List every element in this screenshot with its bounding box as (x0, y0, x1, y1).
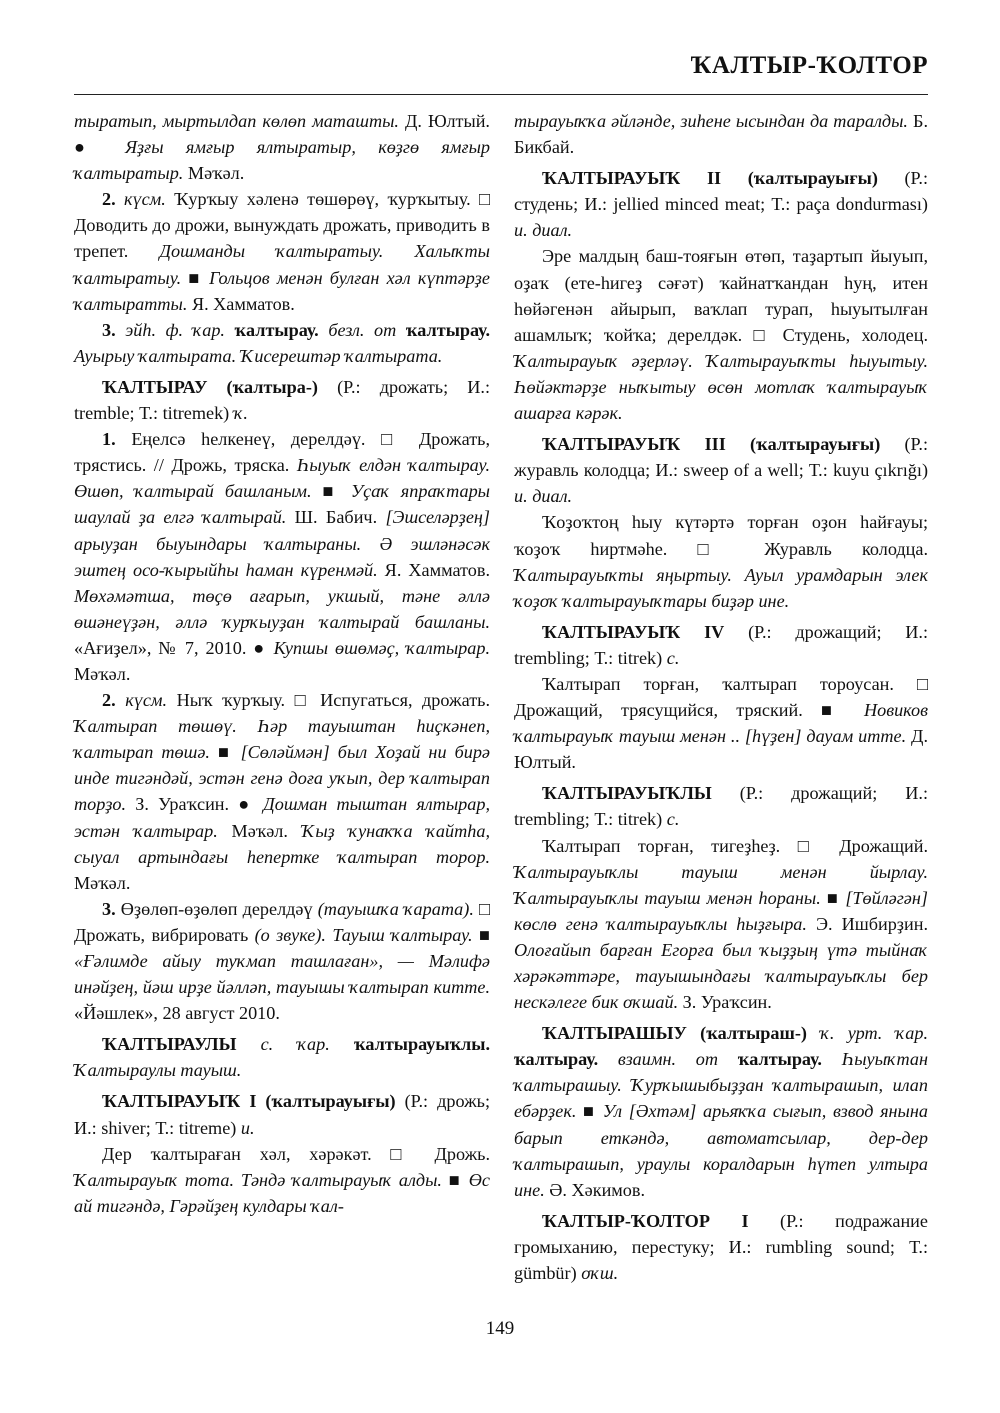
entry-paragraph (514, 108, 928, 160)
plain-text: (Р.: дрожать; И.: tremble; Т.: titremek) (74, 376, 490, 424)
headword-text: ҠАЛТЫРАУЛЫ (102, 1034, 237, 1055)
plain-text: Мәҡәл. (74, 663, 131, 684)
entry-paragraph (74, 896, 490, 1026)
plain-text: ■ (576, 1101, 603, 1122)
headword-text: 3. (102, 319, 126, 340)
plain-text: ■ (472, 924, 490, 945)
italic-text: с. (666, 809, 680, 830)
dictionary-entry (514, 431, 928, 509)
italic-text: күсм. (123, 189, 166, 210)
italic-text: с. (666, 647, 680, 668)
dictionary-entry (514, 1208, 928, 1286)
italic-text: Яҙғы ямғыр ялтыратыр, көҙгө ямғыр ҡалтыратыр. (74, 137, 490, 184)
headword-text: 1. (102, 429, 132, 450)
italic-text: ҡ. (233, 403, 248, 424)
plain-text: Дер ҡалтыраған хәл, хәрәкәт. □ Дрожь. (102, 1143, 490, 1164)
plain-text: «Йәшлек», 28 август 2010. (74, 1003, 280, 1024)
italic-text: Гольцов менән булған хәл күптәрҙе ҡалтыратты. (74, 267, 490, 314)
italic-text: тыратып, мыртылдап көлөп маташты. (74, 111, 399, 131)
headword-text: ҡалтырау. (224, 319, 319, 340)
headword-text: ҡалтырау. (396, 319, 491, 340)
italic-text: (тауышҡа ҡарата). (317, 898, 474, 919)
dictionary-entry (514, 165, 928, 243)
headword-text: ҠАЛТЫРАУЫҠ III (ҡалтырауығы) (542, 434, 881, 455)
entry-paragraph (514, 243, 928, 426)
dictionary-entry (514, 1020, 928, 1203)
plain-text: Эре малдың баш-тояғын өтөп, таҙартып йыуып, оҙаҡ (ете-һигеҙ сәғәт) ҡайнатҡандан һуң, итен һөйәгенән айырып, ваҡлап турап, һыуытылған ашамлыҡ; ҡойҡа; дерелдәк. □ Студень, холодец. (514, 246, 928, 345)
italic-text: и. (240, 1117, 255, 1138)
italic-text: Һыуыҡ елдән ҡалтырау. Өшөп, ҡалтырай башланым. (74, 455, 490, 502)
italic-text: и. диал. (514, 220, 573, 241)
italic-text: и. диал. (514, 486, 573, 507)
page-header (74, 52, 928, 95)
italic-text: Һыуыҡтан ҡалтырашыу. Ҡурҡышыбыҙҙан ҡалтырашып, илап ебәрҙек. (514, 1049, 928, 1122)
plain-text: (Р.: дрожащий; И.: trembling; Т.: titrek) (514, 621, 928, 668)
headword-text: ҠАЛТЫРАУЫҠ IV (542, 621, 725, 642)
plain-text: Я. Хамматов. (187, 293, 295, 314)
plain-text: Ҡалтырап торған, тигеҙһеҙ. □ Дрожащий. (542, 835, 928, 856)
italic-text: Ҡалтыраулы тауыш. (74, 1060, 242, 1081)
headword-text: ҠАЛТЫРАУЫҠ II (ҡалтырауығы) (542, 168, 878, 189)
plain-text: (Р.: журавль колодца; И.: sweep of a well; Т.: kuyu çıkrığı) (514, 434, 929, 481)
italic-text: Ҡыҙ ҡунаҡҡа ҡайтһа, сыуал артындағы һепертке ҡалтырап торор. (74, 820, 490, 867)
plain-text: Мәҡәл. (74, 872, 131, 893)
plain-text: Б. Бикбай. (514, 111, 928, 158)
headword-text: 2. (102, 189, 124, 210)
entry-paragraph (74, 108, 490, 186)
headword-text: 3. (102, 898, 121, 919)
plain-text: Ныҡ ҡурҡыу. □ Испугаться, дрожать. (167, 690, 490, 711)
italic-text: Уҫаҡ япраҡтары шаулай ҙа елгә ҡалтырай. (74, 481, 490, 528)
headword-text: ҡалтырау. (718, 1049, 822, 1070)
plain-text: (Р.: подражание громыханию, перестуку; И.: rumbling sound; Т.: gümbür) (514, 1210, 928, 1284)
plain-text: Мәҡәл. (183, 163, 245, 184)
italic-text: (о звуке). Тауыш ҡалтырау. (254, 924, 473, 945)
italic-text: [Сөләймән] был Хоҙай ни бирә инде тигәндәй, эстән генә доға уҡып, дер ҡалтырап торҙо. (74, 742, 490, 815)
plain-text: З. Ураҡсин. (678, 992, 772, 1013)
headword-text: ҠАЛТЫР-ҠОЛТОР I (542, 1210, 749, 1231)
right-column (514, 108, 928, 1286)
plain-text: ■ (820, 887, 846, 908)
italic-text: күсм. (125, 690, 168, 711)
dictionary-entry (74, 1031, 490, 1083)
plain-text: ■ (209, 742, 241, 763)
headword-text: ҠАЛТЫРАУЫҠЛЫ (542, 783, 712, 804)
entry-paragraph (74, 317, 490, 369)
italic-text: Дошманды ҡалтыратыу. Халыҡты ҡалтыратыу. (74, 241, 490, 288)
italic-text: тырауыҡҡа әйләнде, зиһене ысындан да таралды. (514, 111, 908, 131)
italic-text: Ҡалтырауыҡ тота. Тәндә ҡалтырауыҡ алды. (74, 1169, 442, 1190)
italic-text: Дошман тыштан ялтырар, эстән ҡалтырар. (74, 794, 491, 841)
plain-text: (Р.: дрожащий; И.: trembling; Т.: titrek) (514, 783, 928, 830)
italic-text: Купшы өшөмәҫ, ҡалтырар. (273, 637, 490, 658)
italic-text: ҡ. урт. ҡар. (806, 1023, 928, 1044)
dictionary-entry (74, 1088, 490, 1140)
plain-text: □ Дрожать, вибрировать (74, 898, 491, 945)
entry-paragraph (74, 1141, 490, 1219)
italic-text: с. ҡар. (236, 1034, 330, 1055)
entry-paragraph (514, 833, 928, 1016)
italic-text: Ауырыу ҡалтырата. Ҡисерештәр ҡалтырата. (74, 345, 443, 366)
plain-text: Э. Ишбирҙин. (806, 913, 928, 934)
headword-text: ҡалтырауыҡлы. (329, 1034, 490, 1055)
headword-text: ҡалтырау. (514, 1049, 599, 1070)
italic-text: Ҡалтырап төшөү. Һәр тауыштан һиҫкәнеп, ҡалтырап төшә. (74, 716, 490, 763)
plain-text: Ҡоҙоҡтоң һыу күтәртә торған оҙон һайғауы; ҡоҙоҡ һиртмәһе. □ Журавль колодца. (514, 512, 928, 559)
plain-text: ■ (441, 1169, 469, 1190)
plain-text: Ҡурҡыу хәленә төшөрөү, ҡурҡытыу. □ Доводить до дрожи, вынуждать дрожать, приводить в трепет. (74, 189, 491, 262)
plain-text: «Ағиҙел», № 7, 2010. ● (74, 637, 274, 658)
italic-text: Новиков ҡалтырауыҡ тауыш менән .. [һүҙен] дауам итте. (514, 700, 928, 747)
plain-text: Еңелсә һелкенеү, дерелдәү. □ Дрожать, трястись. // Дрожь, тряска. (74, 429, 490, 476)
plain-text: З. Ураҡсин. ● (126, 794, 264, 815)
plain-text: (Р.: дрожь; И.: shiver; Т.: titreme) (74, 1091, 490, 1138)
plain-text: (Р.: студень; И.: jellied minced meat; Т.: paça dondurması) (514, 168, 929, 215)
italic-text: Ҡалтырауыҡты яңыртыу. Ауыл урамдарын элек ҡоҙоҡ ҡалтырауыҡтары биҙәр ине. (514, 564, 928, 611)
page-number: 149 (485, 1318, 515, 1339)
plain-text: ■ (311, 481, 351, 502)
italic-text: Олоғайып барған Егорға был ҡыҙҙың үтә тыйнаҡ хәрәкәттәре, тауышындағы ҡалтырауыҡлы бер нескәлеге бик оҡшай. (514, 939, 928, 1013)
entry-paragraph (74, 687, 490, 896)
entry-paragraph (74, 426, 490, 687)
italic-text: Ҡалтырауыҡ әҙерләү. Ҡалтырауыҡты һыуытыу. Һөйәктәрҙе ныҡытыу өсөн мотлаҡ ҡалтырауыҡ ашарға кәрәк. (514, 350, 928, 424)
plain-text: Мәҡәл. (217, 820, 302, 841)
plain-text: Ҡалтырап торған, ҡалтырап тороусан. □ Дрожащий, трясущийся, тряский. ■ (514, 673, 928, 721)
plain-text: ■ (181, 267, 210, 288)
italic-text: Ҡалтырауыҡлы тауыш менән йырлау. Ҡалтырауыҡлы тауыш менән һораны. (514, 861, 928, 908)
italic-text: эйһ. ф. ҡар. (125, 319, 225, 340)
headword-text: 2. (102, 690, 126, 711)
running-head: ҠАЛТЫР-ҠОЛТОР (690, 52, 928, 79)
plain-text: Өҙөлөп-өҙөлөп дерелдәү (120, 898, 318, 919)
dictionary-entry (74, 374, 490, 426)
italic-text: безл. от (318, 319, 397, 340)
dictionary-entry (514, 619, 928, 671)
plain-text: Д. Юлтый. ● (74, 111, 490, 158)
italic-text: [Төйләгән] көслө генә ҡалтырауыҡлы һыҙғыра. (514, 887, 928, 934)
headword-text: ҠАЛТЫРАУ (ҡалтыра-) (102, 376, 318, 397)
italic-text: [Эшселәрҙең] арыуҙан быуындары ҡалтыраны. Ә эшләнәсәк эштең осо-ҡырыйһы һаман күренмәй. (74, 507, 491, 580)
plain-text: Д. Юлтый. (514, 726, 929, 773)
plain-text: Ш. Бабич. (286, 507, 386, 528)
plain-text: Ә. Хәкимов. (544, 1179, 646, 1200)
italic-text: взаимн. от (598, 1049, 719, 1070)
headword-text: ҠАЛТЫРАУЫҠ I (ҡалтырауығы) (102, 1091, 396, 1112)
dictionary-entry (514, 780, 928, 832)
left-column (74, 108, 490, 1219)
plain-text: Я. Хамматов. (377, 559, 490, 580)
italic-text: Өс ай тигәндә, Гәрәйҙең кулдары ҡал- (74, 1169, 490, 1216)
italic-text: «Ғәлимде айыу туҡмап ташлаған», — Мәлифә инәйҙең, йәш ирҙе йәлләп, тауышы ҡалтырап китте. (74, 951, 490, 998)
entry-paragraph (74, 186, 490, 316)
italic-text: Мөхәмәтша, төҫө ағарып, укшый, тәне әллә өшәнеүҙән, әллә ҡурҡыуҙан ҡалтырай башланы. (74, 585, 490, 632)
entry-paragraph (514, 671, 928, 775)
italic-text: Ул [Әхтәм] арьяҡҡа сығып, взвод янына барып еткәндә, автоматсылар, дер-дер ҡалтырашып, ураулы коралдарын һүтеп ултыра ине. (514, 1101, 928, 1200)
italic-text: оҡш. (581, 1263, 619, 1284)
entry-paragraph (514, 509, 928, 613)
headword-text: ҠАЛТЫРАШЫУ (ҡалтыраш-) (542, 1023, 807, 1044)
